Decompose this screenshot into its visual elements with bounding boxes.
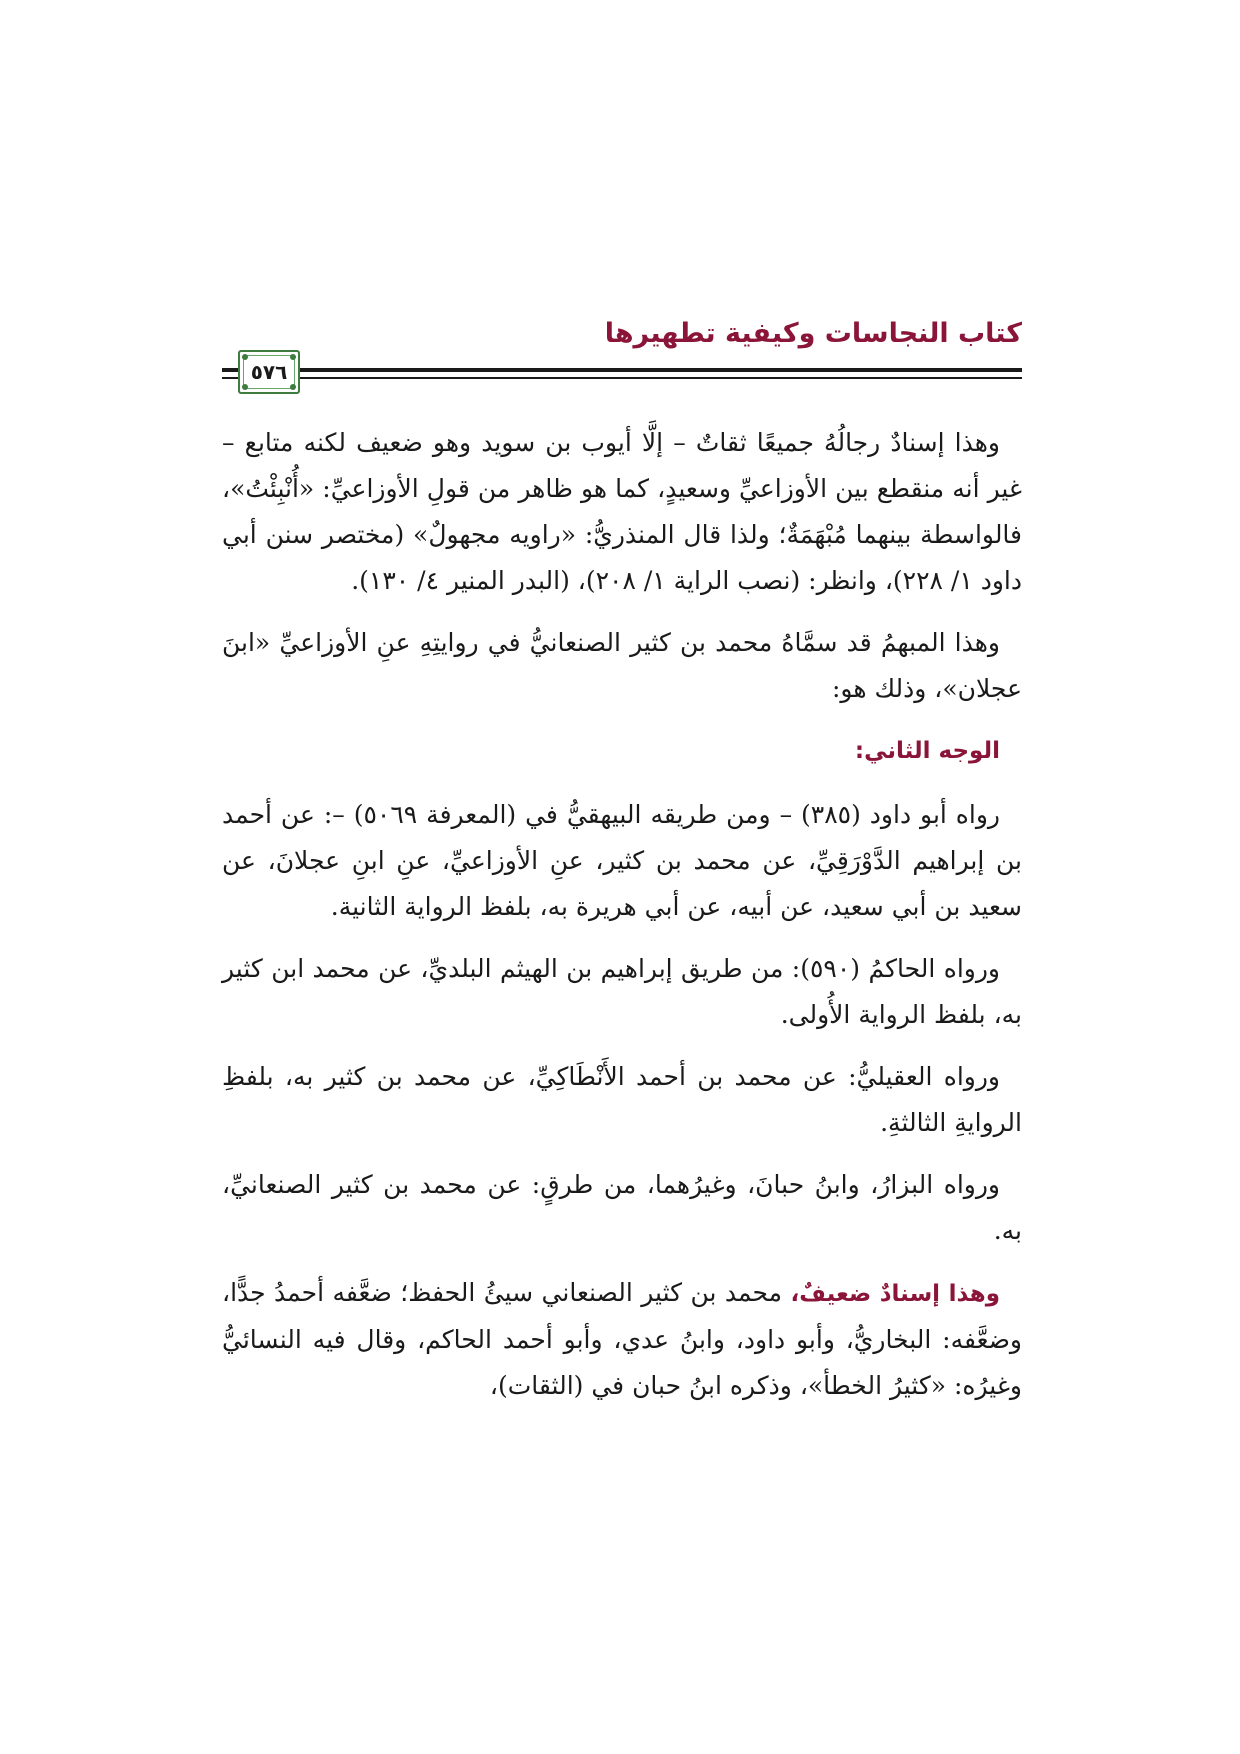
page-body	[222, 420, 1022, 1425]
paragraph: وهذا المبهمُ قد سمَّاهُ محمد بن كثير الصنعانيُّ في روايتِهِ عنِ الأوزاعيِّ «ابنَ عجلان»، وذلك هو:	[222, 628, 1022, 703]
corner-ornament-icon	[290, 354, 296, 360]
paragraph: ورواه الحاكمُ (٥٩٠): من طريق إبراهيم بن الهيثم البلديِّ، عن محمد ابن كثير به، بلفظ الرواية الأُولى.	[222, 954, 1022, 1029]
paragraph: وهذا إسنادٌ رجالُهُ جميعًا ثقاتٌ – إلَّا أيوب بن سويد وهو ضعيف لكنه متابع – غير أنه منقطع بين الأوزاعيِّ وسعيدٍ، كما هو ظاهر من قولِ الأوزاعيِّ: «أُنْبِئْتُ»، فالواسطة بينهما مُبْهَمَةٌ؛ ولذا قال المنذريُّ: «راويه مجهولٌ» (مختصر سنن أبي داود ١/ ٢٢٨)، وانظر: (نصب الراية ١/ ٢٠٨)، (البدر المنير ٤/ ١٣٠).	[222, 428, 1022, 595]
paragraph: رواه أبو داود (٣٨٥) – ومن طريقه البيهقيُّ في (المعرفة ٥٠٦٩) –: عن أحمد بن إبراهيم الدَّوْرَقِيِّ، عن محمد بن كثير، عنِ الأوزاعيِّ، عنِ ابنِ عجلانَ، عن سعيد بن أبي سعيد، عن أبيه، عن أبي هريرة به، بلفظ الرواية الثانية.	[222, 800, 1022, 921]
book-title: كتاب النجاسات وكيفية تطهيرها	[604, 318, 1022, 349]
corner-ornament-icon	[242, 354, 248, 360]
section-heading: الوجه الثاني:	[854, 738, 1000, 764]
page-number: ٥٧٦	[250, 360, 288, 384]
header-rule-thin	[222, 377, 1022, 379]
highlighted-phrase: وهذا إسنادٌ ضعيفٌ،	[790, 1281, 1000, 1307]
paragraph-text: محمد بن كثير الصنعاني سيئُ الحفظ؛ ضعَّفه أحمدُ جدًّا، وضعَّفه: البخاريُّ، وأبو داود، وابنُ عدي، وأبو أحمد الحاكم، وقال فيه النسائيُّ وغيرُه: «كثيرُ الخطأ»، وذكره ابنُ حبان في (الثقات)،	[222, 1278, 1022, 1400]
page-number-frame	[238, 350, 300, 394]
paragraph: ورواه البزارُ، وابنُ حبانَ، وغيرُهما، من طرقٍ: عن محمد بن كثير الصنعانيِّ، به.	[222, 1170, 1022, 1245]
page-header	[222, 310, 1022, 420]
corner-ornament-icon	[290, 384, 296, 390]
corner-ornament-icon	[242, 384, 248, 390]
paragraph	[222, 1270, 1022, 1409]
header-rule-thick	[222, 368, 1022, 372]
paragraph: ورواه العقيليُّ: عن محمد بن أحمد الأَنْطَاكِيِّ، عن محمد بن كثير به، بلفظِ الروايةِ الثالثةِ.	[222, 1062, 1022, 1137]
